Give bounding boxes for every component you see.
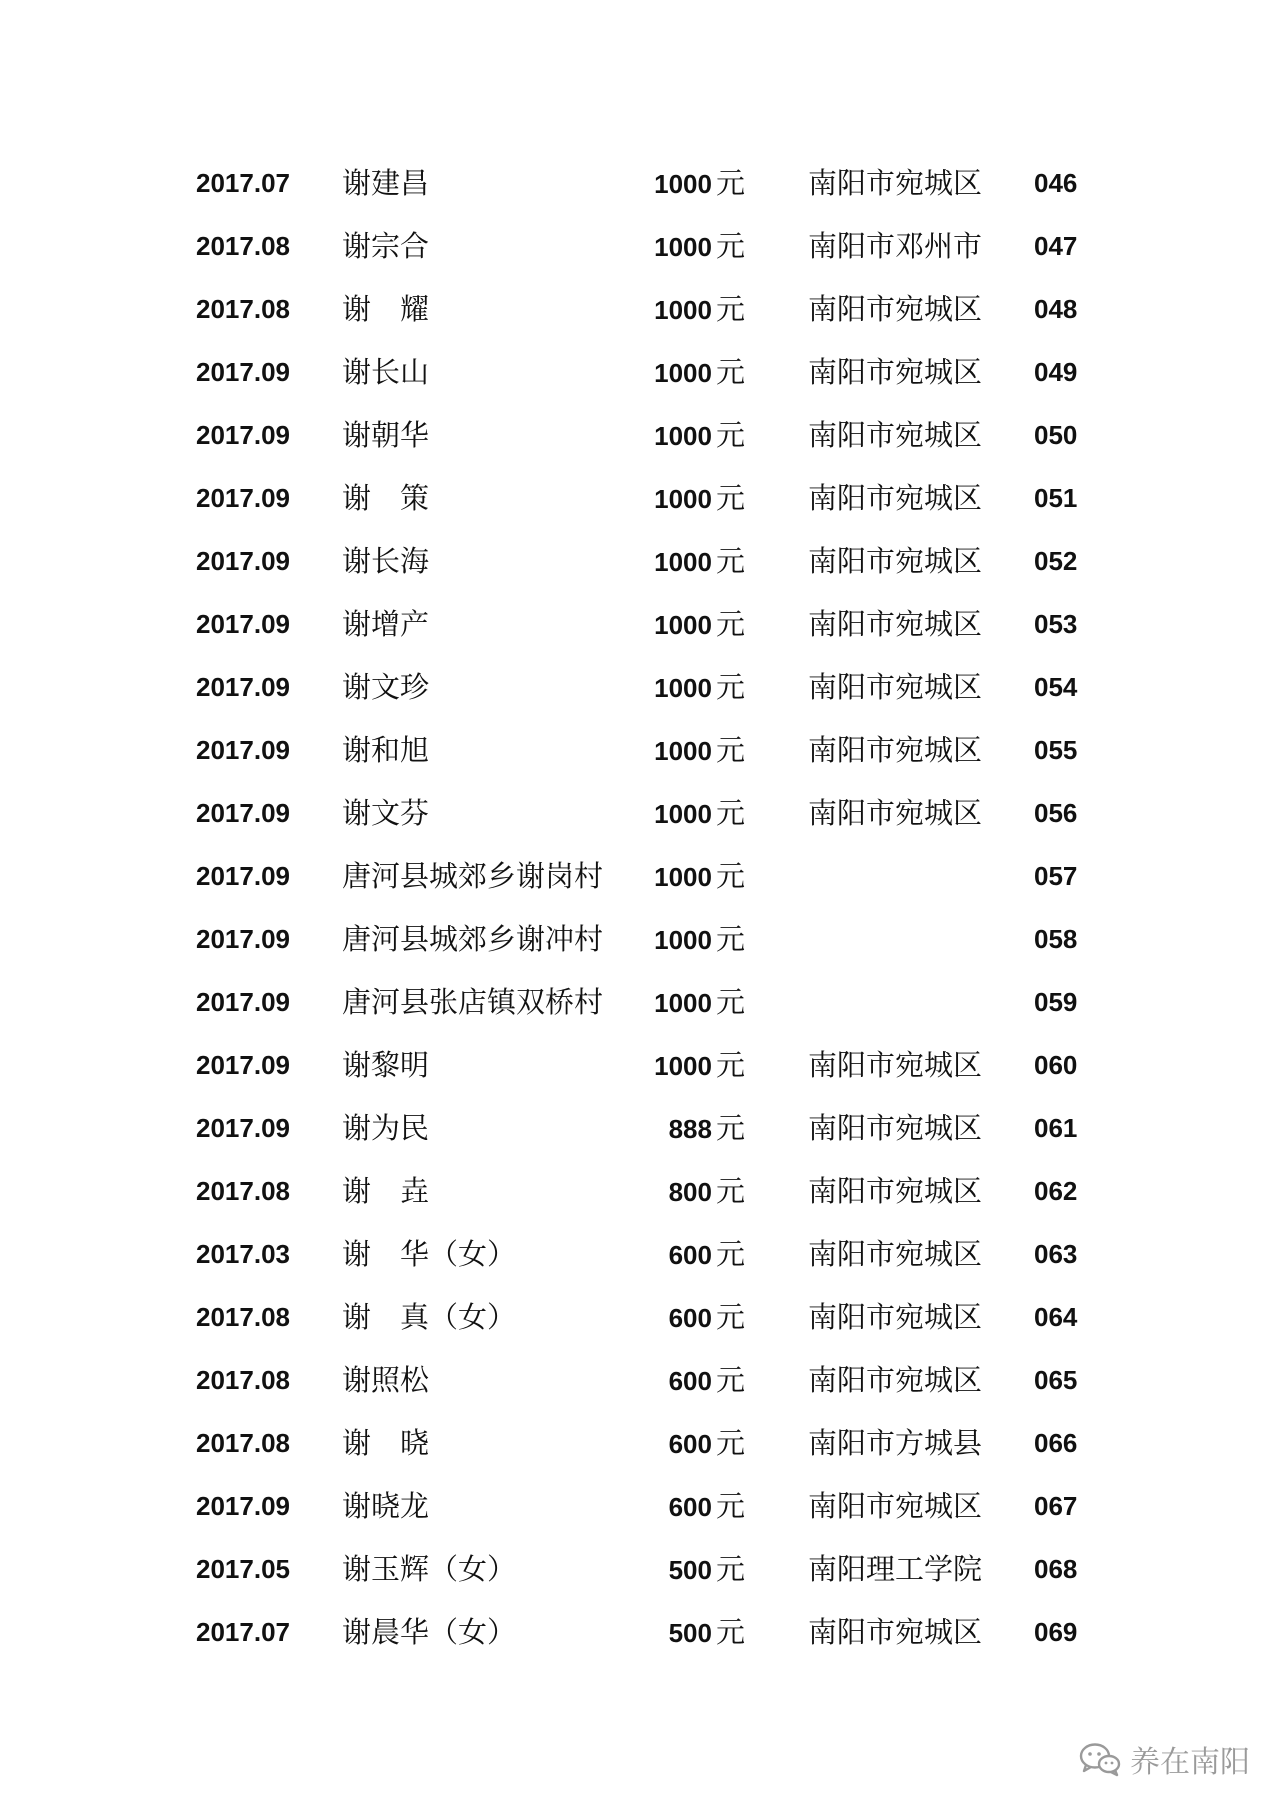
row-code: 063: [1034, 1239, 1078, 1269]
row-name: 谢文珍: [342, 670, 430, 704]
amount-value: 1000: [654, 925, 712, 955]
amount-unit: 元: [715, 292, 745, 326]
row-location: 南阳市宛城区: [808, 1489, 983, 1523]
amount-unit: 元: [715, 607, 745, 641]
row-amount: [654, 530, 745, 593]
amount-unit: 元: [715, 922, 745, 956]
list-row: [0, 971, 1280, 1034]
amount-value: 600: [668, 1492, 712, 1522]
amount-unit: 元: [715, 985, 745, 1019]
row-name: 谢晓龙: [342, 1489, 430, 1523]
row-location: 南阳市宛城区: [808, 1048, 983, 1082]
row-name: 谢建昌: [342, 166, 430, 200]
amount-unit: 元: [715, 670, 745, 704]
row-date: 2017.08: [196, 1428, 290, 1458]
row-code: 055: [1034, 735, 1078, 765]
amount-unit: 元: [715, 1300, 745, 1334]
row-date: 2017.09: [196, 483, 290, 513]
row-location: 南阳市宛城区: [808, 1174, 983, 1208]
row-name: 谢玉辉（女）: [342, 1552, 517, 1586]
list-row: [0, 152, 1280, 215]
row-code: 052: [1034, 546, 1078, 576]
row-location: 南阳理工学院: [808, 1552, 983, 1586]
row-code: 046: [1034, 168, 1078, 198]
amount-value: 500: [668, 1555, 712, 1585]
row-location: 南阳市宛城区: [808, 544, 983, 578]
row-name: 谢 垚: [342, 1174, 430, 1208]
list-row: [0, 404, 1280, 467]
amount-value: 600: [668, 1303, 712, 1333]
row-name: 谢 华（女）: [342, 1237, 517, 1271]
row-code: 059: [1034, 987, 1078, 1017]
amount-unit: 元: [715, 1048, 745, 1082]
wechat-icon: [1078, 1741, 1122, 1777]
amount-value: 1000: [654, 232, 712, 262]
row-date: 2017.07: [196, 1617, 290, 1647]
row-name: 谢 真（女）: [342, 1300, 517, 1334]
row-amount: [669, 1160, 745, 1223]
row-amount: [669, 1286, 745, 1349]
row-location: 南阳市宛城区: [808, 1237, 983, 1271]
row-date: 2017.09: [196, 609, 290, 639]
row-code: 047: [1034, 231, 1078, 261]
row-code: 068: [1034, 1554, 1078, 1584]
amount-value: 800: [668, 1177, 712, 1207]
row-code: 051: [1034, 483, 1078, 513]
row-code: 062: [1034, 1176, 1078, 1206]
row-date: 2017.09: [196, 987, 290, 1017]
row-date: 2017.09: [196, 1113, 290, 1143]
list-row: [0, 782, 1280, 845]
list-row: [0, 1349, 1280, 1412]
amount-value: 600: [668, 1240, 712, 1270]
row-amount: [669, 1097, 745, 1160]
row-amount: [654, 782, 745, 845]
amount-value: 1000: [654, 358, 712, 388]
row-code: 048: [1034, 294, 1078, 324]
row-amount: [654, 971, 745, 1034]
list-row: [0, 215, 1280, 278]
amount-value: 600: [668, 1429, 712, 1459]
row-amount: [654, 404, 745, 467]
amount-unit: 元: [715, 1615, 745, 1649]
row-name: 谢晨华（女）: [342, 1615, 517, 1649]
donation-list: [0, 152, 1280, 1664]
list-row: [0, 1286, 1280, 1349]
amount-unit: 元: [715, 1363, 745, 1397]
amount-value: 888: [668, 1114, 712, 1144]
row-date: 2017.09: [196, 798, 290, 828]
list-row: [0, 1160, 1280, 1223]
row-name: 谢 策: [342, 481, 430, 515]
row-name: 谢朝华: [342, 418, 430, 452]
list-row: [0, 593, 1280, 656]
row-name: 谢长海: [342, 544, 430, 578]
list-row: [0, 1034, 1280, 1097]
row-location: 南阳市宛城区: [808, 1363, 983, 1397]
amount-value: 1000: [654, 1051, 712, 1081]
row-date: 2017.09: [196, 546, 290, 576]
row-code: 061: [1034, 1113, 1078, 1143]
row-location: 南阳市宛城区: [808, 355, 983, 389]
row-name: 谢增产: [342, 607, 430, 641]
amount-unit: 元: [715, 1174, 745, 1208]
row-amount: [669, 1538, 745, 1601]
row-name: 唐河县城郊乡谢冲村: [342, 922, 604, 956]
row-code: 066: [1034, 1428, 1078, 1458]
amount-value: 1000: [654, 295, 712, 325]
amount-value: 1000: [654, 547, 712, 577]
row-location: 南阳市宛城区: [808, 1111, 983, 1145]
row-amount: [669, 1349, 745, 1412]
row-code: 057: [1034, 861, 1078, 891]
list-row: [0, 1475, 1280, 1538]
row-date: 2017.08: [196, 1176, 290, 1206]
amount-unit: 元: [715, 1552, 745, 1586]
row-amount: [654, 341, 745, 404]
row-amount: [654, 467, 745, 530]
amount-unit: 元: [715, 1489, 745, 1523]
row-location: 南阳市宛城区: [808, 670, 983, 704]
amount-unit: 元: [715, 859, 745, 893]
amount-value: 1000: [654, 421, 712, 451]
row-location: 南阳市宛城区: [808, 1300, 983, 1334]
row-location: 南阳市宛城区: [808, 166, 983, 200]
row-code: 056: [1034, 798, 1078, 828]
amount-value: 1000: [654, 673, 712, 703]
list-row: [0, 278, 1280, 341]
row-date: 2017.09: [196, 672, 290, 702]
amount-unit: 元: [715, 796, 745, 830]
row-code: 067: [1034, 1491, 1078, 1521]
row-date: 2017.09: [196, 861, 290, 891]
row-date: 2017.07: [196, 168, 290, 198]
list-row: [0, 1097, 1280, 1160]
list-row: [0, 1412, 1280, 1475]
row-amount: [654, 215, 745, 278]
amount-value: 1000: [654, 988, 712, 1018]
watermark: [1078, 1737, 1250, 1781]
amount-unit: 元: [715, 1237, 745, 1271]
row-amount: [654, 845, 745, 908]
amount-unit: 元: [715, 733, 745, 767]
amount-unit: 元: [715, 166, 745, 200]
row-date: 2017.05: [196, 1554, 290, 1584]
amount-unit: 元: [715, 418, 745, 452]
amount-unit: 元: [715, 544, 745, 578]
row-date: 2017.08: [196, 1365, 290, 1395]
row-name: 谢黎明: [342, 1048, 430, 1082]
amount-unit: 元: [715, 229, 745, 263]
list-row: [0, 719, 1280, 782]
row-date: 2017.09: [196, 1491, 290, 1521]
list-row: [0, 656, 1280, 719]
row-location: 南阳市邓州市: [808, 229, 983, 263]
row-name: 谢文芬: [342, 796, 430, 830]
amount-unit: 元: [715, 1426, 745, 1460]
row-name: 谢宗合: [342, 229, 430, 263]
row-name: 唐河县张店镇双桥村: [342, 985, 604, 1019]
amount-value: 1000: [654, 169, 712, 199]
list-row: [0, 341, 1280, 404]
row-amount: [654, 1034, 745, 1097]
row-name: 唐河县城郊乡谢岗村: [342, 859, 604, 893]
list-row: [0, 530, 1280, 593]
amount-unit: 元: [715, 1111, 745, 1145]
amount-value: 1000: [654, 799, 712, 829]
row-name: 谢长山: [342, 355, 430, 389]
row-date: 2017.09: [196, 357, 290, 387]
amount-value: 600: [668, 1366, 712, 1396]
row-name: 谢照松: [342, 1363, 430, 1397]
amount-value: 1000: [654, 736, 712, 766]
row-date: 2017.08: [196, 231, 290, 261]
row-date: 2017.08: [196, 1302, 290, 1332]
list-row: [0, 1601, 1280, 1664]
amount-value: 1000: [654, 610, 712, 640]
row-amount: [654, 152, 745, 215]
row-amount: [669, 1223, 745, 1286]
row-code: 054: [1034, 672, 1078, 702]
row-code: 049: [1034, 357, 1078, 387]
row-name: 谢 晓: [342, 1426, 430, 1460]
list-row: [0, 1538, 1280, 1601]
row-date: 2017.08: [196, 294, 290, 324]
row-code: 065: [1034, 1365, 1078, 1395]
row-code: 064: [1034, 1302, 1078, 1332]
row-amount: [669, 1412, 745, 1475]
row-location: 南阳市宛城区: [808, 481, 983, 515]
row-amount: [669, 1601, 745, 1664]
row-amount: [654, 719, 745, 782]
row-amount: [654, 593, 745, 656]
row-location: 南阳市宛城区: [808, 1615, 983, 1649]
row-date: 2017.03: [196, 1239, 290, 1269]
amount-unit: 元: [715, 355, 745, 389]
row-date: 2017.09: [196, 924, 290, 954]
row-location: 南阳市方城县: [808, 1426, 983, 1460]
list-row: [0, 908, 1280, 971]
row-location: 南阳市宛城区: [808, 607, 983, 641]
list-row: [0, 1223, 1280, 1286]
amount-value: 1000: [654, 862, 712, 892]
row-location: 南阳市宛城区: [808, 292, 983, 326]
row-amount: [654, 656, 745, 719]
row-code: 053: [1034, 609, 1078, 639]
amount-unit: 元: [715, 481, 745, 515]
row-date: 2017.09: [196, 420, 290, 450]
amount-value: 500: [668, 1618, 712, 1648]
row-name: 谢 耀: [342, 292, 430, 326]
row-code: 058: [1034, 924, 1078, 954]
row-amount: [669, 1475, 745, 1538]
row-amount: [654, 908, 745, 971]
row-code: 050: [1034, 420, 1078, 450]
list-row: [0, 467, 1280, 530]
amount-value: 1000: [654, 484, 712, 514]
row-location: 南阳市宛城区: [808, 796, 983, 830]
row-location: 南阳市宛城区: [808, 418, 983, 452]
row-code: 069: [1034, 1617, 1078, 1647]
row-date: 2017.09: [196, 1050, 290, 1080]
list-row: [0, 845, 1280, 908]
row-date: 2017.09: [196, 735, 290, 765]
row-location: 南阳市宛城区: [808, 733, 983, 767]
watermark-text: 养在南阳: [1130, 1745, 1250, 1780]
row-amount: [654, 278, 745, 341]
row-name: 谢为民: [342, 1111, 430, 1145]
row-code: 060: [1034, 1050, 1078, 1080]
row-name: 谢和旭: [342, 733, 430, 767]
